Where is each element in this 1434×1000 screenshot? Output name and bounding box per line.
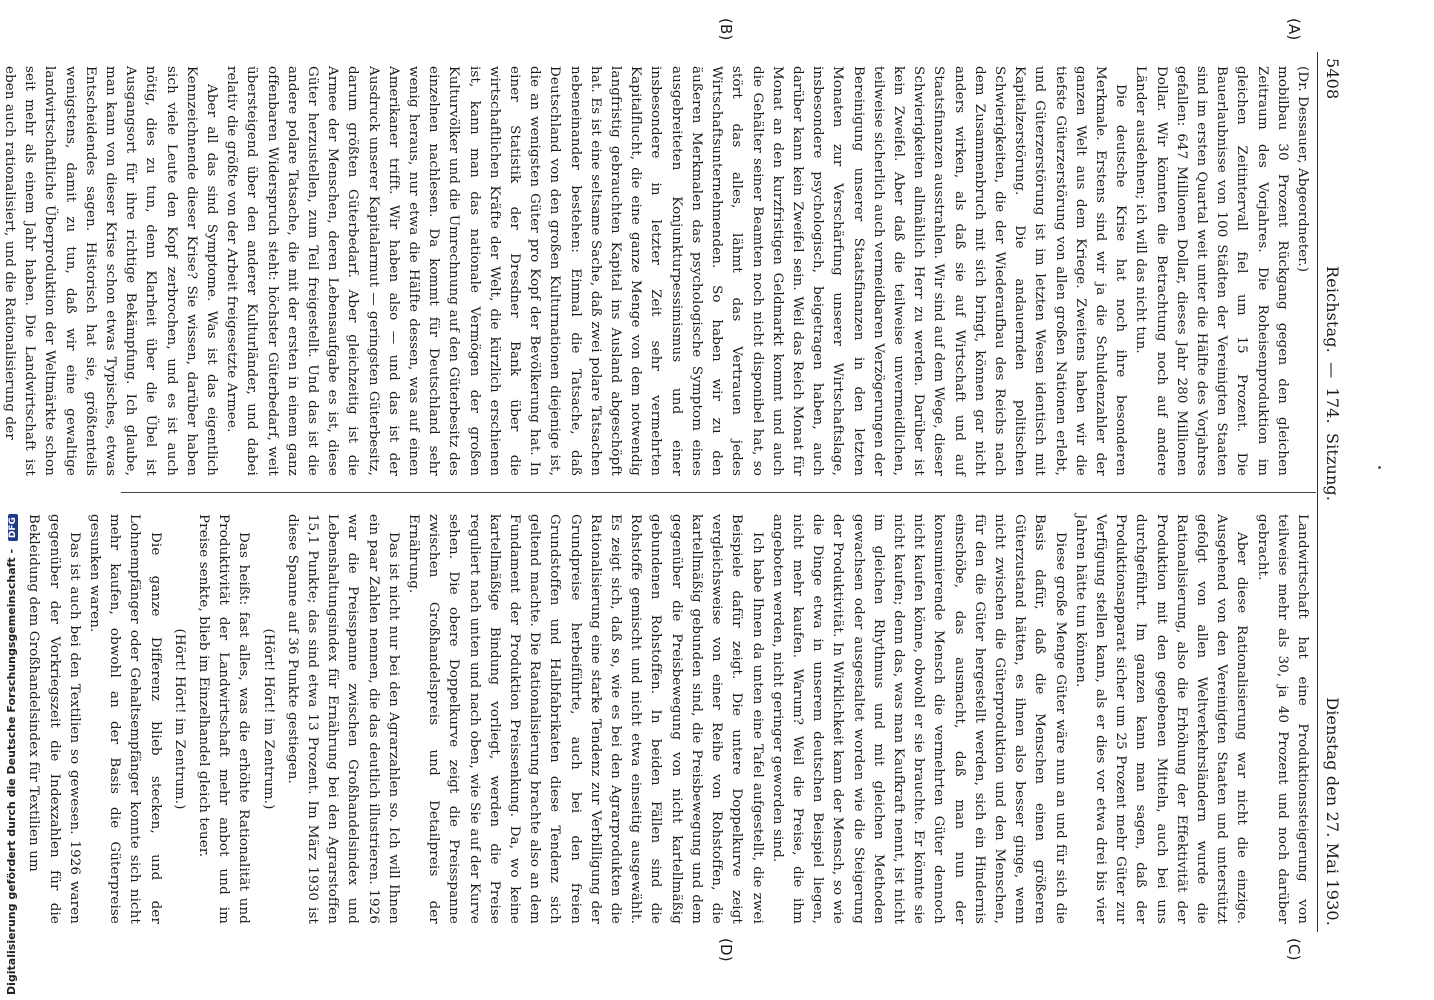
margin-mark-b: (B) [717, 18, 735, 41]
scan-speck [1378, 466, 1381, 469]
session-date: Dienstag den 27. Mai 1930. [1323, 697, 1342, 926]
page-header [1320, 52, 1344, 932]
header-rule [1317, 52, 1318, 932]
digitization-footer [3, 10, 25, 995]
footer-text: Digitalisierung gefördert durch die Deutsche Forschungsgemeinschaft - [5, 548, 18, 995]
dfg-logo: DFG [8, 514, 18, 541]
paragraph: Die deutsche Krise hat noch ihre besonderen Merkmale. Erstens sind wir ja die Schuldenzahler der ganzen Welt aus dem Kriege. Zweitens haben wir die tiefste Güterzerstörung von allen großen Nationen erlebt, und Güterzerstörung ist im letzten Wesen identisch mit Kapitalzerstörung. Die andauernden politischen Schwierigkeiten, die der Wiederaufbau des Reichs nach dem Zusammenbruch mit sich bringt, können gar nicht anders wirken, als daß sie auf Wirtschaft und auf Staatsfinanzen ausstrahlen. Wir sind auf dem Wege, dieser Schwierigkeiten allmählich Herr zu werden. Darüber ist kein Zweifel. Aber daß die teilweise unvermeidlichen, teilweise sicherlich auch vermeidbaren Verzögerungen der Bereinigung unserer Staatsfinanzen in den letzten Monaten zur Verschärfung unserer Wirtschaftslage, insbesondere psychologisch, beigetragen haben, auch darüber kann kein Zweifel sein. Weil das Reich Monat für Monat an den kurzfristigen Geldmarkt kommt und auch die Gehälter seiner Beamten noch nicht disponibel hat, so stört das alles, lähmt das Vertrauen jedes Wirtschaftsunternehmenden. So haben wir zu den äußeren Merkmalen das psychologische Symptom eines ausgebreiteten Konjunkturpessimismus und einer insbesondere in letzter Zeit sehr vermehrten Kapitalflucht, die eine ganze Menge von dem notwendig langfristig gebrauchten Kapital ins Ausland abgeschöpft hat. Es ist eine seltsame Sache, daß zwei polare Tatsachen nebeneinander bestehen: Einmal die Tatsache, daß Deutschland von den großen Kulturnationen diejenige ist, die an wenigsten Güter pro Kopf der Bevölkerung hat. In einer Statistik der Dresdner Bank über die wirtschaftlichen Kräfte der Welt, die kürzlich erschienen ist, kann man das nationale Vermögen der großen Kulturvölker und die Umrechnung auf den Güterbesitz des einzelnen nachlesen. Da kommt für Deutschland sehr wenig heraus, nur etwa die Hälfte dessen, was auf einen Amerikaner trifft. Wir haben also — und das ist der Ausdruck unserer Kapitalarmut — geringsten Güterbesitz, darum größten Güterbedarf. Aber gleichzeitig ist die Armee der Menschen, deren Lebensaufgabe es ist, diese Güter herzustellen, zum Teil freigestellt. Und das ist die andere polare Tatsache, die mit der ersten in einem ganz offenbaren Widerspruch steht: höchster Güterbedarf, weit übersteigend über den anderer Kulturländer, und dabei relativ die größte von der Arbeit freigesetzte Armee. [224, 66, 1129, 476]
margin-mark-a: (A) [1285, 18, 1303, 41]
paragraph: Die ganze Differenz blieb stecken, und der Lohnempfänger oder Gehaltsempfänger konnte sich nicht mehr kaufen, obwohl an der Basis die Güterpreise gesunken waren. [87, 514, 163, 924]
paragraph: Das ist auch bei den Textilien so gewesen. 1926 waren gegenüber der Vorkriegszeit die Indexzahlen für die Bekleidung dem Großhandelsindex für Textilien um [26, 514, 82, 924]
paragraph: Das ist nicht nur bei den Agrarzahlen so. Ich will Ihnen ein paar Zahlen nennen, die das deutlich illustrieren. 1926 war die Preisspanne zwischen Großhandelsindex und Lebenshaltungsindex für Ernährung bei den Agrarstoffen 15,1 Punkte; das sind etwa 13 Prozent. Im März 1930 ist diese Spanne auf 36 Punkte gestiegen. [284, 514, 401, 924]
speaker-line: (Dr. Dessauer, Abgeordneter.) [1295, 66, 1310, 273]
paragraph: Diese große Menge Güter wäre nun an und für sich die Basis dafür, daß die Menschen einen größeren Güterzustand hätten, es ihnen also besser ginge, wenn nicht zwischen die Güterproduktion und den Menschen, für den die Güter hergestellt werden, sich ein Hindernis einschöbe, das ausmacht, daß man nun der konsumierende Mensch die vermehrten Güter dennoch nicht kaufen könne, obwohl er sie brauchte. Er könnte sie nicht kaufen; denn das, was man Kaufkraft nennt, ist nicht im gleichen Rhythmus und mit gleichen Methoden gewachsen oder ausgestaltet worden wie die Steigerung der Produktivität. In Wirklichkeit kann der Mensch, so wie die Dinge etwa in unserem deutschen Beispiel liegen, nicht mehr kaufen. Warum? Weil die Preise, die ihm angeboten werden, nicht geringer geworden sind. [769, 514, 1068, 924]
column-divider [121, 492, 1316, 493]
right-column [23, 514, 1312, 924]
interjection: (Hört! Hört! im Zentrum.) [171, 628, 187, 810]
running-head: Reichstag. — 174. Sitzung. [1323, 266, 1342, 502]
paragraph: Aber diese Rationalisierung war nicht die einzige. Ausgehend von den Vereinigten Staaten und unterstützt gefolgt von allen Weltverkehrsländern wurde die Rationalisierung, also die Erhöhung der Effektivität der Produktion mit den gegebenen Mitteln, auch bei uns durchgeführt. Im ganzen kann man sagen, daß der Produktionsapparat sicher um 25 Prozent mehr Güter zur Verfügung stellen kann, als er dies vor etwa drei bis vier Jahren hätte tun können. [1072, 514, 1250, 924]
paragraph: mobilbau 30 Prozent Rückgang gegen den gleichen Zeitraum des Vorjahres. Die Roheisenproduktion im gleichen Zeitintervall fiel um 15 Prozent. Die Bauerlaubnisse von 100 Städten der Vereinigten Staaten sind im ersten Quartal weit unter die Hälfte des Vorjahres gefallen: 647 Millionen Dollar, dieses Jahr 280 Millionen Dollar. Wir könnten die Betrachtung noch auf andere Länder ausdehnen; ich will das nicht tun. [1133, 66, 1290, 476]
page-number: 5408 [1323, 58, 1342, 100]
margin-mark-c: (C) [1285, 938, 1303, 961]
paragraph: Das heißt: fast alles, was die erhöhte Rationalität und Produktivität der Landwirtschaft mehr anbot und im Preise senkte, blieb im Einzelhandel gleich teuer. [196, 514, 252, 924]
paragraph: Landwirtschaft hat eine Produktionssteigerung von teilweise mehr als 30, ja 40 Prozent und noch darüber gebracht. [1254, 514, 1310, 924]
paragraph: Aber all das sind Symptome. Was ist das eigentlich Kennzeichnende dieser Krise? Sie wissen, darüber haben sich viele Leute den Kopf zerbrochen, und es ist auch nötig, dies zu tun, denn Klarheit über die Übel ist Ausgangsort für ihre richtige Bekämpfung. Ich glaube, man kann von dieser Krise schon etwas Typisches, etwas Entscheidendes sagen. Historisch hat sie, größtenteils wenigstens, damit zu tun, daß wir eine gewaltige landwirtschaftliche Überproduktion der Weltmärkte schon seit mehr als einem Jahr haben. Die Landwirtschaft ist eben auch rationalisiert, und die Rationalisierung der [2, 66, 220, 476]
margin-mark-d: (D) [717, 938, 735, 962]
interjection: (Hört! Hört! im Zentrum.) [260, 628, 276, 810]
paragraph: Ich habe Ihnen da unten eine Tafel aufgestellt, die zwei Beispiele dafür zeigt. Die untere Doppelkurve zeigt vergleichsweise von einer Reihe von Rohstoffen, die kartellmäßig gebunden sind, die Preisbewegung und dem gegenüber die Preisbewegung von nicht kartellmäßig gebundenen Rohstoffen. In beiden Fällen sind die Rohstoffe gemischt und nicht etwa einseitig ausgewählt. Es zeigt sich, daß so, wie es bei den Agrarprodukten die Rationalisierung eine starke Tendenz zur Verbilligung der Grundpreise herbeiführte, auch bei den freien Grundstoffen und Halbfabrikaten diese Tendenz sich geltend machte. Die Rationalisierung brachte also an dem Fundament der Produktion Preissenkung. Da, wo keine kartellmäßige Bindung vorliegt, werden die Preise reguliert nach unten und nach oben, wie Sie auf der Kurve sehen. Die obere Doppelkurve zeigt die Preisspanne zwischen Großhandelspreis und Detailpreis der Ernährung. [406, 514, 765, 924]
left-column [0, 66, 1312, 476]
